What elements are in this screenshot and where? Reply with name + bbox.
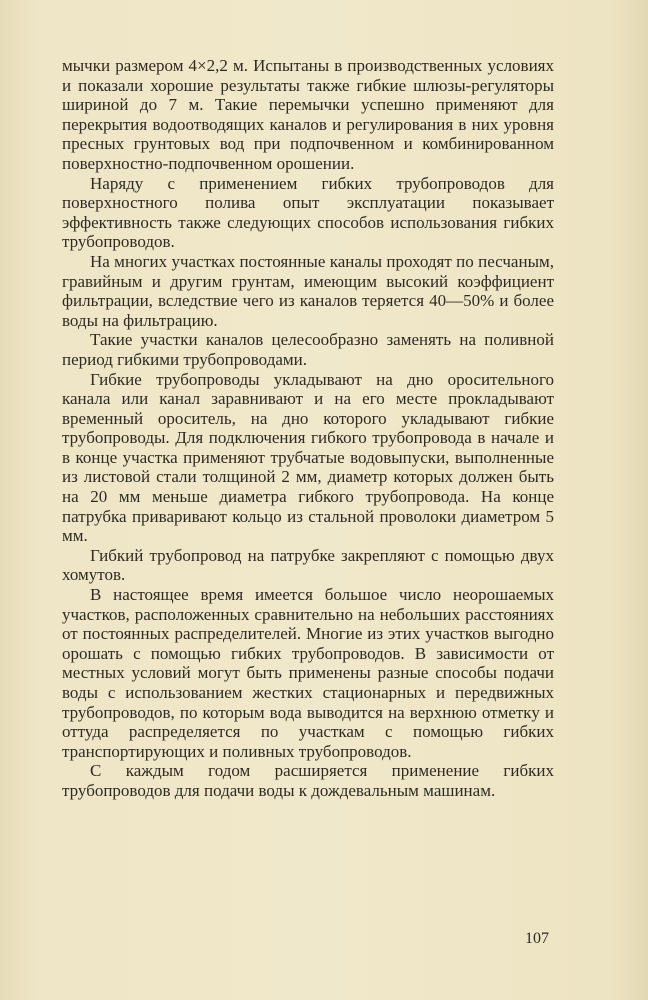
body-text	[62, 56, 554, 801]
paragraph-6: Гибкий трубопровод на патрубке закрепляют с помощью двух хомутов.	[62, 545, 554, 585]
paragraph-1: мычки размером 4×2,2 м. Испытаны в производственных условиях и показали хорошие результаты также гибкие шлюзы-регуляторы шириной до 7 м. Такие перемычки успешно применяют для перекрытия водоотводящих каналов и регулирования в них уровня пресных грунтовых вод при подпочвенном и комбинированном поверхностно-подпочвенном орошении.	[62, 56, 554, 173]
paragraph-8: С каждым годом расширяется применение гибких трубопроводов для подачи воды к дождевальным машинам.	[62, 761, 554, 800]
page-number: 107	[525, 930, 549, 947]
paragraph-2: Наряду с применением гибких трубопроводов для поверхностного полива опыт эксплуатации показывает эффективность также следующих способов использования гибких трубопроводов.	[62, 173, 554, 252]
paragraph-7: В настоящее время имеется большое число неорошаемых участков, расположенных сравнительно на небольших расстояниях от постоянных распределителей. Многие из этих участков выгодно орошать с помощью гибких трубопроводов. В зависимости от местных условий могут быть применены разные способы подачи воды с использованием жестких стационарных и передвижных трубопроводов, по которым вода выводится на верхнюю отметку и оттуда распределяется по участкам с помощью гибких транспортирующих и поливных трубопроводов.	[62, 585, 554, 761]
paragraph-5: Гибкие трубопроводы укладывают на дно оросительного канала или канал заравнивают и на его месте прокладывают временный ороситель, на дно которого укладывают гибкие трубопроводы. Для подключения гибкого трубопровода в начале и в конце участка применяют трубчатые водовыпуски, выполненные из листовой стали толщиной 2 мм, диаметр которых должен быть на 20 мм меньше диаметра гибкого трубопровода. На конце патрубка приваривают кольцо из стальной проволоки диаметром 5 мм.	[62, 369, 554, 546]
paragraph-4: Такие участки каналов целесообразно заменять на поливной период гибкими трубопроводами.	[62, 330, 554, 369]
paragraph-3: На многих участках постоянные каналы проходят по песчаным, гравийным и другим грунтам, имеющим высокий коэффициент фильтрации, вследствие чего из каналов теряется 40—50% и более воды на фильтрацию.	[62, 251, 554, 330]
